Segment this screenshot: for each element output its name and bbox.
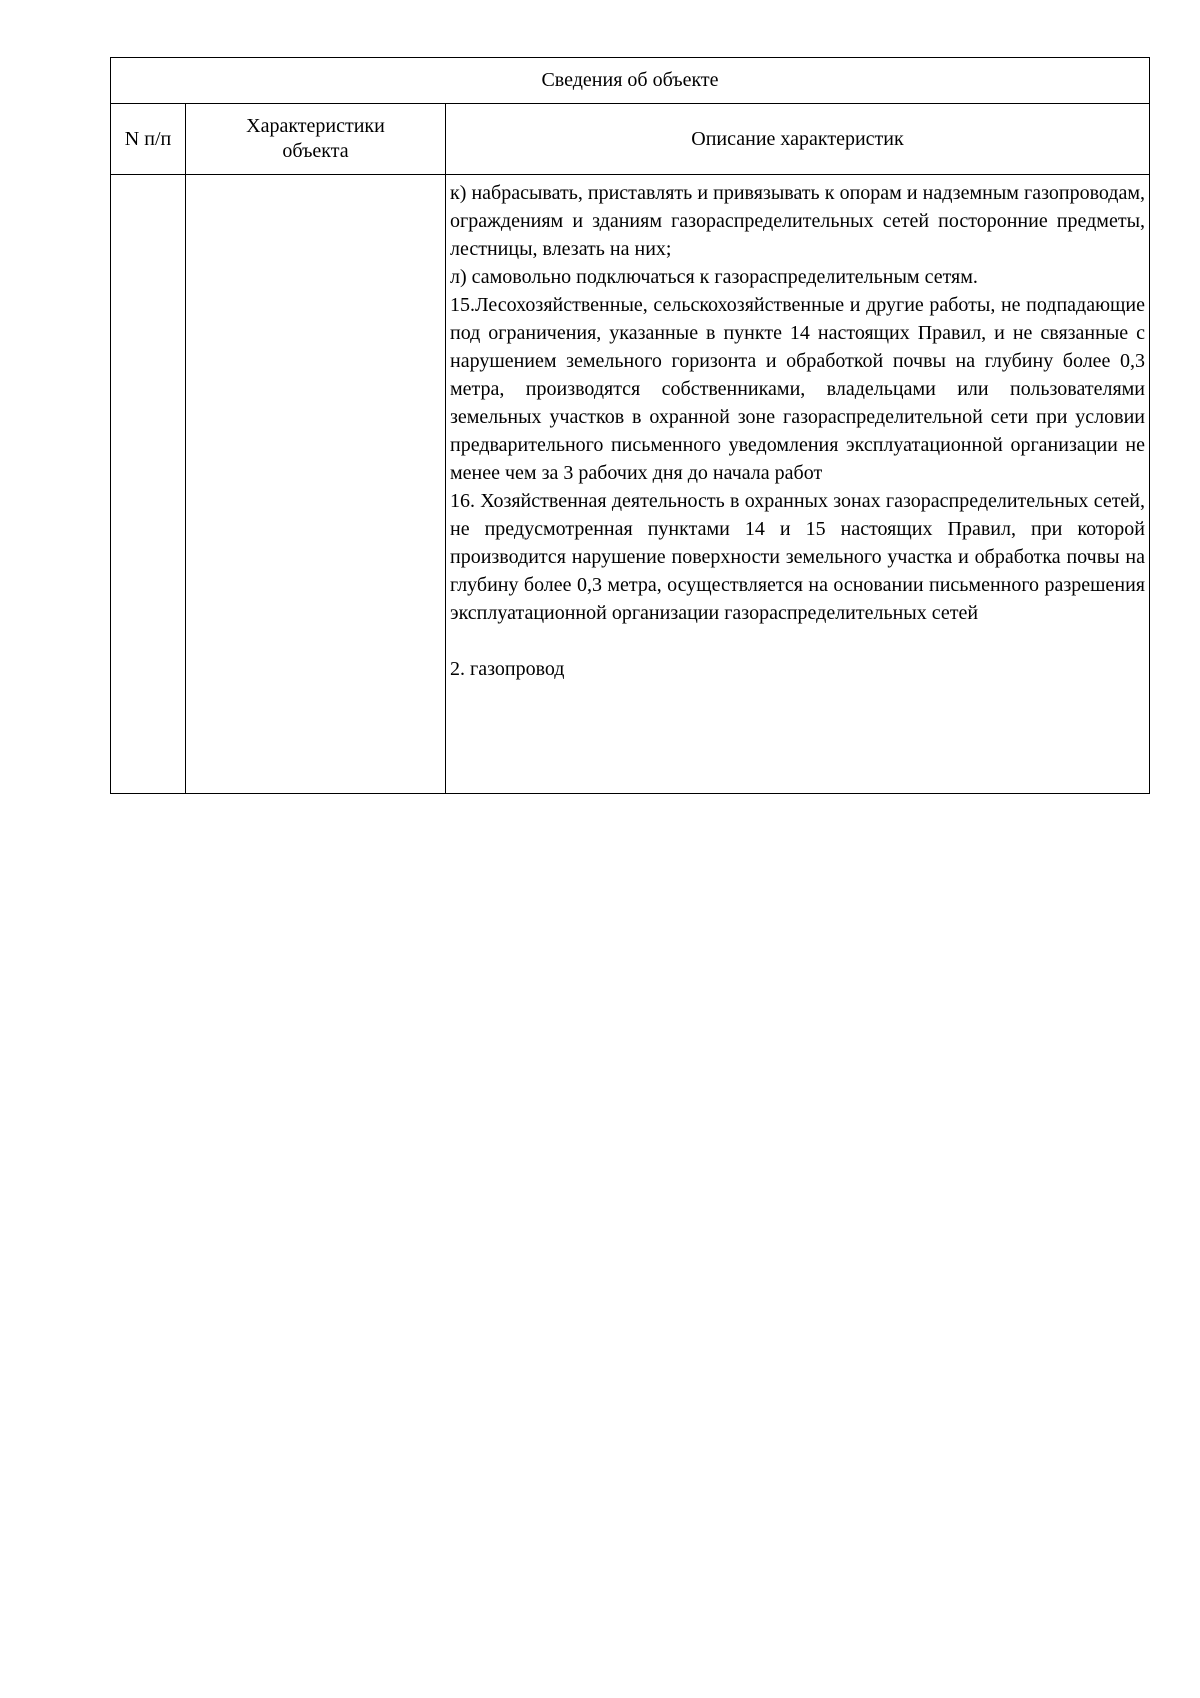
header-description: Описание характеристик [446, 104, 1150, 175]
header-characteristics-label: Характеристики объекта [246, 115, 385, 162]
table-title-row [111, 58, 1150, 104]
description-paragraph-15: 15.Лесохозяйственные, сельскохозяйственные и другие работы, не подпадающие под ограничения, указанные в пункте 14 настоящих Правил, и не связанные с нарушением земельного горизонта и обработкой почвы на глубину более 0,3 метра, производятся собственниками, владельцами или пользователями земельных участков в охранной зоне газораспределительной сети при условии предварительного письменного уведомления эксплуатационной организации не менее чем за 3 рабочих дня до начала работ [450, 294, 1146, 484]
description-spacer [450, 627, 1145, 655]
cell-num [111, 175, 186, 794]
description-paragraph-k: к) набрасывать, приставлять и привязывать к опорам и надземным газопроводам, ограждениям и зданиям газораспределительных сетей посторонние предметы, лестницы, влезать на них; [450, 182, 1146, 260]
table-title: Сведения об объекте [111, 58, 1150, 104]
table-header-row [111, 104, 1150, 175]
description-paragraph-l: л) самовольно подключаться к газораспределительным сетям. [450, 266, 978, 288]
header-num: N п/п [111, 104, 186, 175]
header-characteristics [186, 104, 446, 175]
table-row [111, 175, 1150, 794]
cell-characteristics [186, 175, 446, 794]
description-paragraph-16: 16. Хозяйственная деятельность в охранных зонах газораспределительных сетей, не предусмотренная пунктами 14 и 15 настоящих Правил, при которой производится нарушение поверхности земельного участка и обработка почвы на глубину более 0,3 метра, осуществляется на основании письменного разрешения эксплуатационной организации газораспределительных сетей [450, 490, 1146, 624]
description-item-gas-pipeline: 2. газопровод [450, 658, 565, 680]
object-info-table [110, 57, 1150, 794]
cell-description [446, 175, 1150, 794]
